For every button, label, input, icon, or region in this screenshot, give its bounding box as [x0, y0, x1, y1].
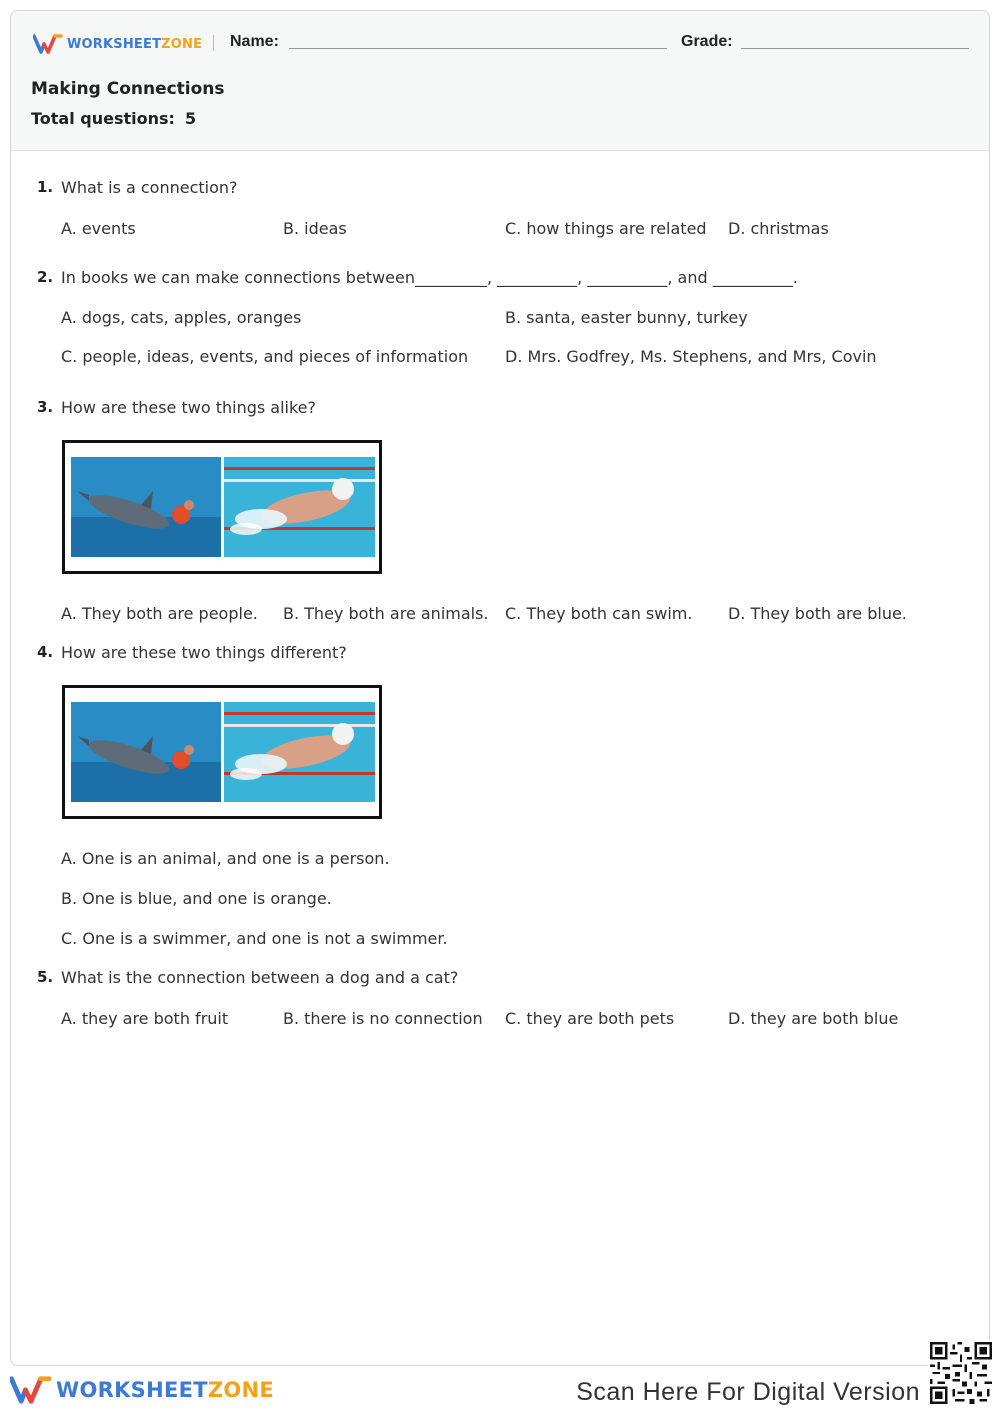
footer-logo-text: WORKSHEETZONE	[56, 1378, 275, 1402]
question-number: 4.	[37, 643, 54, 661]
logo-icon	[33, 33, 63, 55]
option-a[interactable]: A. They both are people.	[61, 604, 258, 623]
total-label: Total questions:	[31, 109, 175, 128]
grade-label: Grade:	[681, 33, 733, 50]
option-d[interactable]: D. they are both blue	[728, 1009, 899, 1028]
dolphin-swimmer-image	[62, 685, 382, 819]
worksheet-header	[11, 11, 989, 151]
option-a[interactable]: A. they are both fruit	[61, 1009, 229, 1028]
option-d[interactable]: D. christmas	[728, 219, 829, 238]
worksheet-page	[10, 10, 990, 1366]
option-c[interactable]: C. they are both pets	[505, 1009, 675, 1028]
name-line[interactable]	[289, 48, 667, 49]
option-a[interactable]: A. dogs, cats, apples, oranges	[61, 308, 302, 327]
footer-logo[interactable]	[10, 1374, 274, 1406]
option-c[interactable]: C. They both can swim.	[505, 604, 693, 623]
question-number: 2.	[37, 268, 54, 286]
option-c[interactable]: C. people, ideas, events, and pieces of information	[61, 347, 469, 366]
option-d[interactable]: D. They both are blue.	[728, 604, 907, 623]
grade-line[interactable]	[741, 48, 969, 49]
option-b[interactable]: B. One is blue, and one is orange.	[61, 889, 332, 908]
page-title: Making Connections	[31, 79, 225, 99]
option-d[interactable]: D. Mrs. Godfrey, Ms. Stephens, and Mrs, Covin	[505, 347, 877, 366]
page-footer	[0, 1366, 1000, 1414]
option-b[interactable]: B. They both are animals.	[283, 604, 489, 623]
option-b[interactable]: B. santa, easter bunny, turkey	[505, 308, 748, 327]
dolphin-swimmer-image	[62, 440, 382, 574]
question-number: 1.	[37, 178, 54, 196]
option-a[interactable]: A. events	[61, 219, 136, 238]
qr-code-icon[interactable]	[928, 1340, 994, 1406]
photo-pair-image	[71, 457, 375, 557]
total-questions	[31, 109, 196, 128]
question-number: 3.	[37, 398, 54, 416]
question-text: In books we can make connections between_________, __________, __________, and __________.	[61, 268, 798, 287]
logo-icon	[10, 1374, 52, 1406]
total-count: 5	[184, 109, 197, 128]
name-label: Name:	[230, 33, 279, 50]
question-text: What is the connection between a dog and a cat?	[61, 968, 459, 987]
option-b[interactable]: B. there is no connection	[283, 1009, 483, 1028]
option-b[interactable]: B. ideas	[283, 219, 347, 238]
worksheet-zone-logo[interactable]	[33, 33, 202, 55]
question-text: How are these two things different?	[61, 643, 347, 662]
question-text: What is a connection?	[61, 178, 238, 197]
option-a[interactable]: A. One is an animal, and one is a person.	[61, 849, 390, 868]
option-c[interactable]: C. One is a swimmer, and one is not a swimmer.	[61, 929, 448, 948]
question-text: How are these two things alike?	[61, 398, 317, 417]
question-number: 5.	[37, 968, 54, 986]
scan-text: Scan Here For Digital Version	[576, 1378, 920, 1406]
logo-divider	[213, 35, 214, 51]
photo-pair-image	[71, 702, 375, 802]
option-c[interactable]: C. how things are related	[505, 219, 707, 238]
logo-text: WORKSHEETZONE	[67, 36, 203, 52]
